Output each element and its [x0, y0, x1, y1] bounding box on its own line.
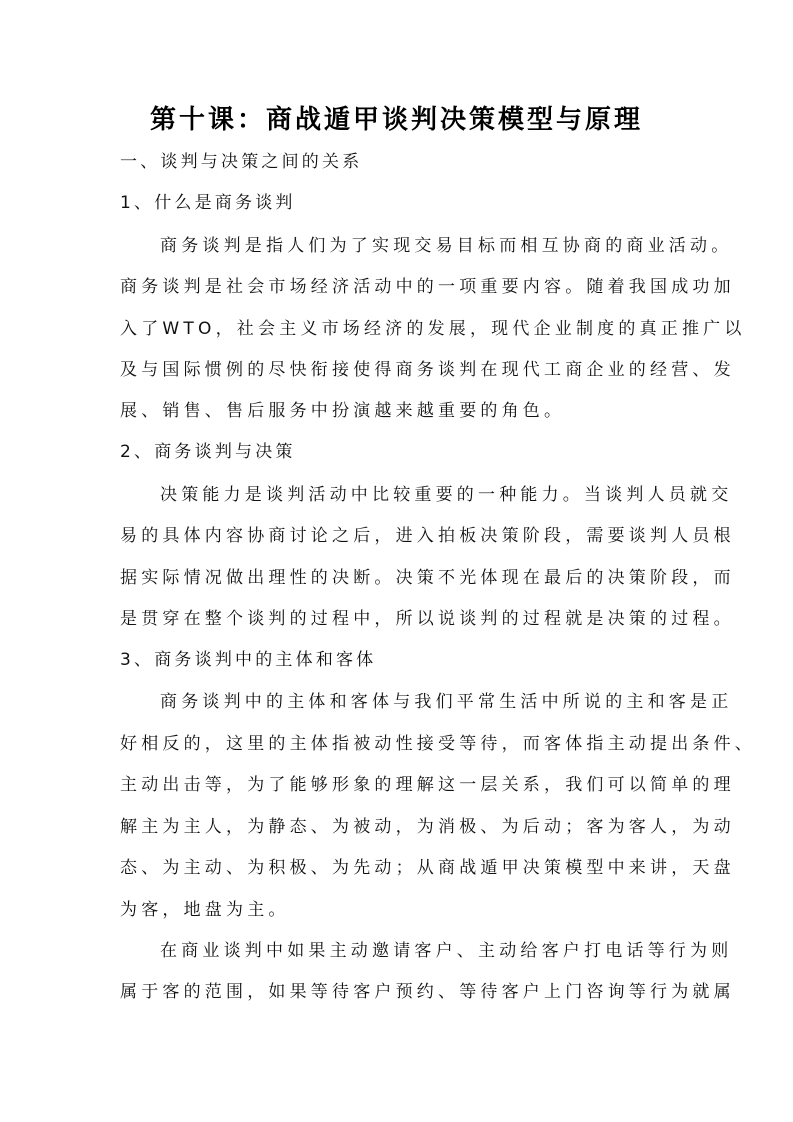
document-title: 第十课：商战遁甲谈判决策模型与原理	[149, 105, 643, 135]
paragraph-line: 态、为主动、为积极、为先动；从商战遁甲决策模型中来讲，天盘	[120, 858, 735, 878]
subsection-heading-negotiation-decision: 2、商务谈判与决策	[120, 442, 296, 462]
paragraph-line: 及与国际惯例的尽快衔接使得商务谈判在现代工商企业的经营、发	[120, 360, 735, 380]
paragraph-line: 决策能力是谈判活动中比较重要的一种能力。当谈判人员就交	[160, 485, 733, 505]
paragraph-line: 展、销售、售后服务中扮演越来越重要的角色。	[120, 401, 566, 421]
paragraph-line: 在商业谈判中如果主动邀请客户、主动给客户打电话等行为则	[160, 941, 733, 961]
paragraph-line: 为客，地盘为主。	[120, 900, 290, 920]
paragraph-line: 属于客的范围，如果等待客户预约、等待客户上门咨询等行为就属	[120, 982, 735, 1002]
paragraph-line: 商务谈判是指人们为了实现交易目标而相互协商的商业活动。	[160, 236, 733, 256]
paragraph-line: 主动出击等，为了能够形象的理解这一层关系，我们可以简单的理	[120, 775, 735, 795]
paragraph-line: 解主为主人，为静态、为被动，为消极、为后动；客为客人，为动	[120, 817, 735, 837]
paragraph-line: 是贯穿在整个谈判的过程中，所以说谈判的过程就是决策的过程。	[120, 609, 735, 629]
subsection-heading-what-is-negotiation: 1、什么是商务谈判	[120, 193, 296, 213]
paragraph-line: 好相反的，这里的主体指被动性接受等待，而客体指主动提出条件、	[120, 734, 756, 754]
section-heading-relationship: 一、谈判与决策之间的关系	[120, 152, 363, 172]
paragraph-line: 商务谈判是社会市场经济活动中的一项重要内容。随着我国成功加	[120, 277, 735, 297]
paragraph-line: 商务谈判中的主体和客体与我们平常生活中所说的主和客是正	[160, 692, 733, 712]
subsection-heading-subject-object: 3、商务谈判中的主体和客体	[120, 650, 377, 670]
paragraph-line: 易的具体内容协商讨论之后，进入拍板决策阶段，需要谈判人员根	[120, 526, 735, 546]
paragraph-line: 入了WTO，社会主义市场经济的发展，现代企业制度的真正推广以	[120, 319, 746, 339]
paragraph-line: 据实际情况做出理性的决断。决策不光体现在最后的决策阶段，而	[120, 568, 735, 588]
